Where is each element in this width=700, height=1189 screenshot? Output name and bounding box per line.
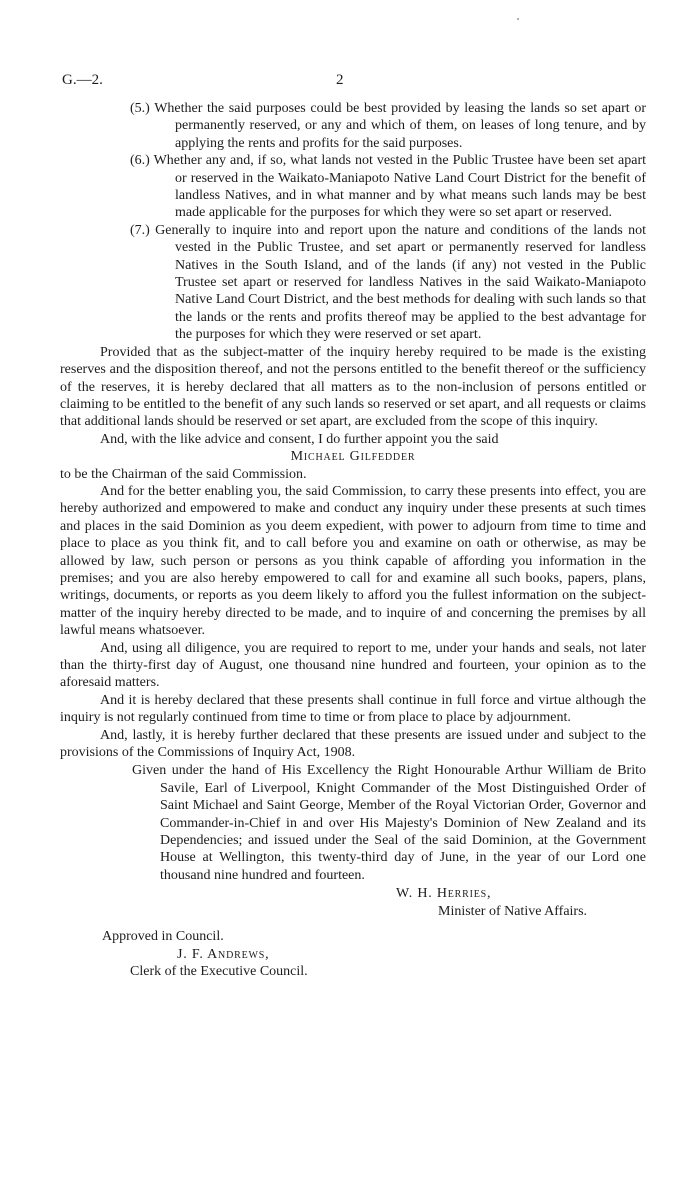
report-paragraph: And, using all diligence, you are required to report to me, under your hands and seals, not later than the thirty-first day of August, one thousand nine hundred and fourteen, your opinion as to the aforesaid matters.: [60, 640, 646, 691]
chairman-name: Michael Gilfedder: [290, 449, 416, 465]
lastly-paragraph: And, lastly, it is hereby further declared that these presents are issued under and subject to the provisions of the Commissions of Inquiry Act, 1908.: [60, 727, 646, 761]
given-under-hand-paragraph: Given under the hand of His Excellency the Right Honourable Arthur William de Brito Savile, Earl of Liverpool, Knight Commander of the Most Distinguished Order of Saint Michael and Saint George, Member of the Royal Victorian Order, Governor and Commander-in-Chief in and over His Majesty's Dominion of New Zealand and its Dependencies; and issued under the Seal of the said Dominion, at the Government House at Wellington, this twenty-third day of June, in the year of our Lord one thousand nine hundred and fourteen.: [132, 763, 646, 883]
clause-7: (7.) Generally to inquire into and report upon the nature and conditions of the lands not vested in the Public Trustee, and set apart or permanently reserved for landless Natives in the South Island, and of the lands (if any) not vested in the Public Trustee set apart or reserved for landless Natives in the said Waikato-Maniapoto Native Land Court District, and the best methods for dealing with such lands so that the lands or the rents and profits thereof may be applied to the best advantage for the purposes for which they were reserved or set apart.: [130, 222, 646, 343]
chairman-role: to be the Chairman of the said Commission.: [60, 466, 307, 482]
clerk-name: J. F. Andrews,: [177, 946, 270, 962]
signatory-name: W. H. Herries,: [396, 886, 492, 902]
approval-line: Approved in Council.: [102, 929, 224, 945]
document-body: [60, 100, 646, 980]
clause-5: (5.) Whether the said purposes could be best provided by leasing the lands so set apart or permanently reserved, or any and which of them, on leases of long tenure, and by applying the rents and profits for the said purposes.: [130, 101, 646, 151]
clause-6: (6.) Whether any and, if so, what lands not vested in the Public Trustee have been set apart or reserved in the Waikato-Maniapoto Native Land Court District for the benefit of landless Natives, and in what manner and by what means such lands may be best made applicable for the purposes for which they were so set apart or reserved.: [130, 153, 646, 221]
continuance-paragraph: And it is hereby declared that these presents shall continue in full force and virtue although the inquiry is not regularly continued from time to time or from place to place by adjournment.: [60, 692, 646, 726]
proviso-paragraph: Provided that as the subject-matter of the inquiry hereby required to be made is the existing reserves and the disposition thereof, and not the persons entitled to the benefit thereof or the sufficiency of the reserves, it is hereby declared that all matters as to the non-inclusion of persons entitled or claiming to be entitled to the benefit of any such lands so reserved or set apart, and all requests or claims that additional lands should be reserved or set apart, are excluded from the scope of this inquiry.: [60, 344, 646, 430]
page-number: 2: [336, 72, 344, 88]
page-header: [62, 72, 650, 92]
appointment-paragraph: And, with the like advice and consent, I do further appoint you the said: [100, 431, 499, 447]
signatory-title: Minister of Native Affairs.: [438, 903, 588, 919]
powers-paragraph: And for the better enabling you, the said Commission, to carry these presents into effect, you are hereby authorized and empowered to make and conduct any inquiry under these presents at such times and places in the said Dominion as you deem expedient, with power to adjourn from time to time and place to place as you think fit, and to call before you and examine on oath or otherwise, as may be allowed by law, such person or persons as you think capable of affording you information in the premises; and you are also hereby empowered to call for and examine all such books, papers, plans, writings, documents, or reports as you deem likely to afford you the fullest information on the subject-matter of the inquiry hereby directed to be made, and to inquire of and concerning the premises by all lawful means whatsoever.: [60, 483, 646, 639]
scan-speck: [517, 18, 519, 20]
document-reference: G.—2.: [62, 72, 103, 88]
clerk-title: Clerk of the Executive Council.: [130, 963, 308, 979]
